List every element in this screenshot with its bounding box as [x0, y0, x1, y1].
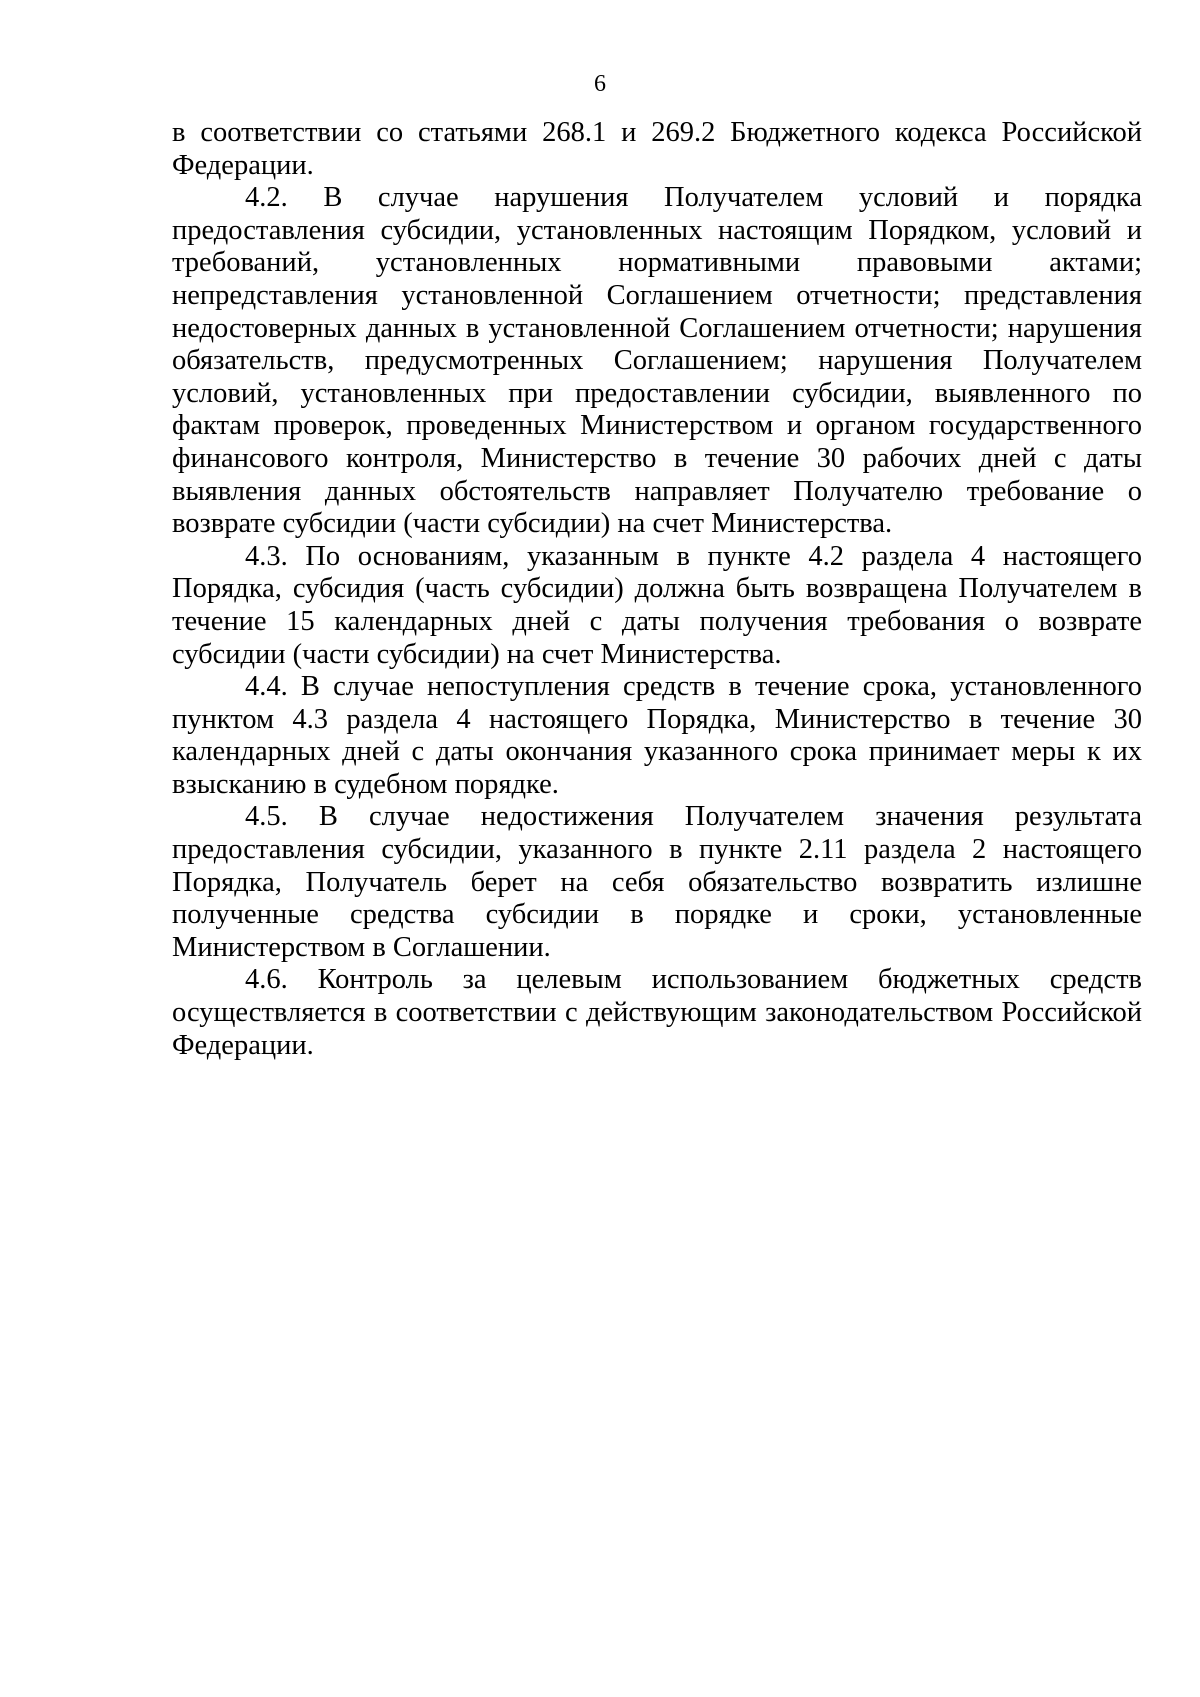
- paragraph-continuation: в соответствии со статьями 268.1 и 269.2 Бюджетного кодекса Российской Федерации.: [172, 117, 1142, 181]
- paragraph-4-3: 4.3. По основаниям, указанным в пункте 4.2 раздела 4 настоящего Порядка, субсидия (часть субсидии) должна быть возвращена Получателем в течение 15 календарных дней с даты получения требования о возврате субсидии (части субсидии) на счет Министерства.: [172, 540, 1142, 670]
- paragraph-4-5: 4.5. В случае недостижения Получателем значения результата предоставления субсидии, указанного в пункте 2.11 раздела 2 настоящего Порядка, Получатель берет на себя обязательство возвратить излишне полученные средства субсидии в порядке и сроки, установленные Министерством в Соглашении.: [172, 801, 1142, 963]
- page-number: 6: [594, 71, 606, 97]
- document-body: [172, 117, 1142, 1062]
- paragraph-4-2: 4.2. В случае нарушения Получателем условий и порядка предоставления субсидии, установленных настоящим Порядком, условий и требований, установленных нормативными правовыми актами; непредставления установленной Соглашением отчетности; представления недостоверных данных в установленной Соглашением отчетности; нарушения обязательств, предусмотренных Соглашением; нарушения Получателем условий, установленных при предоставлении субсидии, выявленного по фактам проверок, проведенных Министерством и органом государственного финансового контроля, Министерство в течение 30 рабочих дней с даты выявления данных обстоятельств направляет Получателю требование о возврате субсидии (части субсидии) на счет Министерства.: [172, 182, 1142, 540]
- paragraph-4-4: 4.4. В случае непоступления средств в течение срока, установленного пунктом 4.3 раздела 4 настоящего Порядка, Министерство в течение 30 календарных дней с даты окончания указанного срока принимает меры к их взысканию в судебном порядке.: [172, 671, 1142, 800]
- paragraph-4-6: 4.6. Контроль за целевым использованием бюджетных средств осуществляется в соответствии с действующим законодательством Российской Федерации.: [172, 964, 1142, 1061]
